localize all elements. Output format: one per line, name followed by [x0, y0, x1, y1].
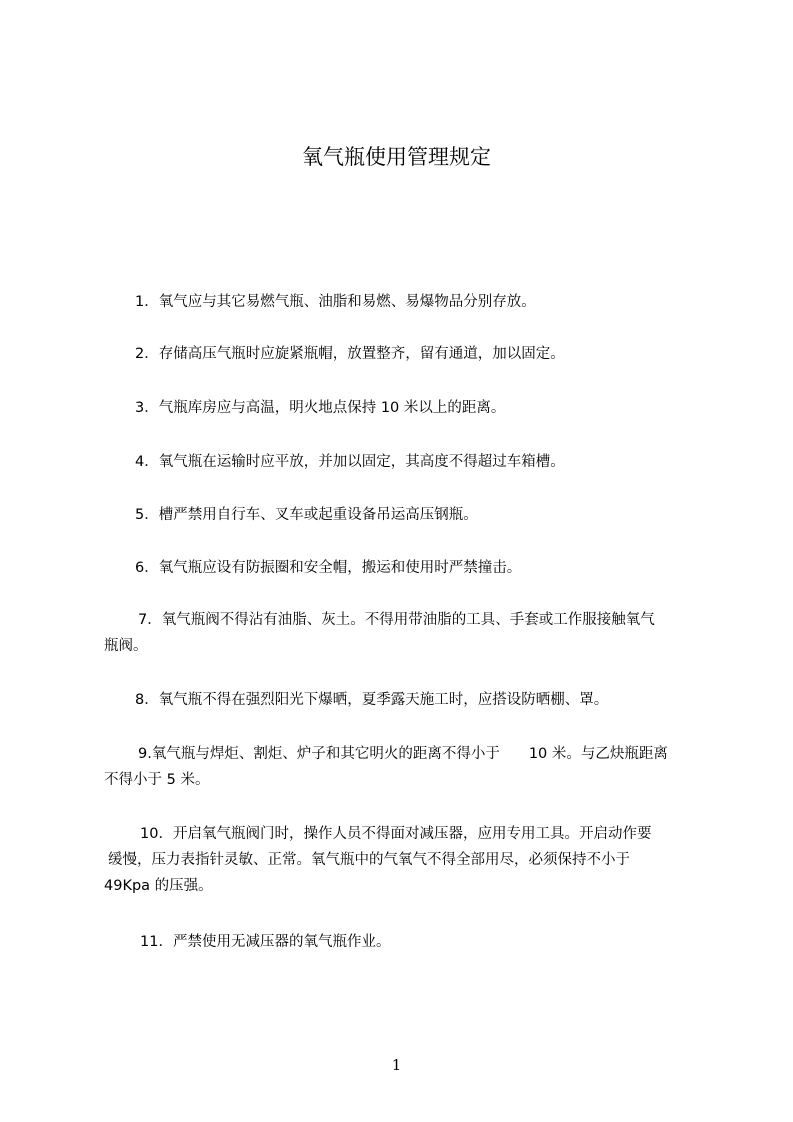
- rule-9-line-2: 不得小于 5 米。: [104, 772, 210, 788]
- rule-5-line-1: 5．槽严禁用自行车、叉车或起重设备吊运高压钢瓶。: [135, 507, 478, 523]
- rule-10-line-3: 49Kpa 的压强。: [104, 878, 213, 894]
- rule-1-line-1: 1．氧气应与其它易燃气瓶、油脂和易燃、易爆物品分别存放。: [135, 294, 536, 310]
- rule-6-line-1: 6．氧气瓶应设有防振圈和安全帽，搬运和使用时严禁撞击。: [135, 560, 522, 576]
- rule-2-line-1: 2．存储高压气瓶时应旋紧瓶帽，放置整齐，留有通道，加以固定。: [135, 346, 565, 362]
- rule-8-line-1: 8．氧气瓶不得在强烈阳光下爆晒，夏季露天施工时，应搭设防晒棚、罩。: [135, 692, 609, 708]
- rule-4: [135, 449, 565, 475]
- rule-4-line-1: 4．氧气瓶在运输时应平放，并加以固定，其高度不得超过车箱槽。: [135, 454, 565, 470]
- rule-5: [135, 502, 478, 528]
- rule-11: [140, 929, 390, 955]
- page-number: 1: [391, 1056, 402, 1074]
- rule-7-line-2: 瓶阀。: [104, 638, 148, 654]
- rule-7: [104, 607, 655, 659]
- rule-10: [104, 821, 651, 899]
- rule-10-line-2: 缓慢，压力表指针灵敏、正常。氧气瓶中的气氧气不得全部用尽，必须保持不小于: [108, 852, 630, 868]
- rule-3-line-1: 3．气瓶库房应与高温，明火地点保持 10 米以上的距离。: [135, 400, 506, 416]
- rule-6: [135, 555, 521, 581]
- rule-8: [135, 687, 608, 713]
- rule-10-line-1: 10．开启氧气瓶阀门时，操作人员不得面对减压器，应用专用工具。开启动作要: [140, 826, 652, 842]
- rule-1: [135, 289, 536, 315]
- rule-2: [135, 341, 565, 367]
- rule-3: [135, 395, 505, 421]
- rule-7-line-1: 7．氧气瓶阀不得沾有油脂、灰土。不得用带油脂的工具、手套或工作服接触氧气: [138, 612, 655, 628]
- document-title: 氧气瓶使用管理规定: [302, 145, 491, 169]
- rule-9: [104, 741, 668, 793]
- rule-9-line-1: 9.氧气瓶与焊炬、割炬、炉子和其它明火的距离不得小于 10 米。与乙炔瓶距离: [138, 746, 668, 762]
- rule-11-line-1: 11．严禁使用无减压器的氧气瓶作业。: [140, 934, 391, 950]
